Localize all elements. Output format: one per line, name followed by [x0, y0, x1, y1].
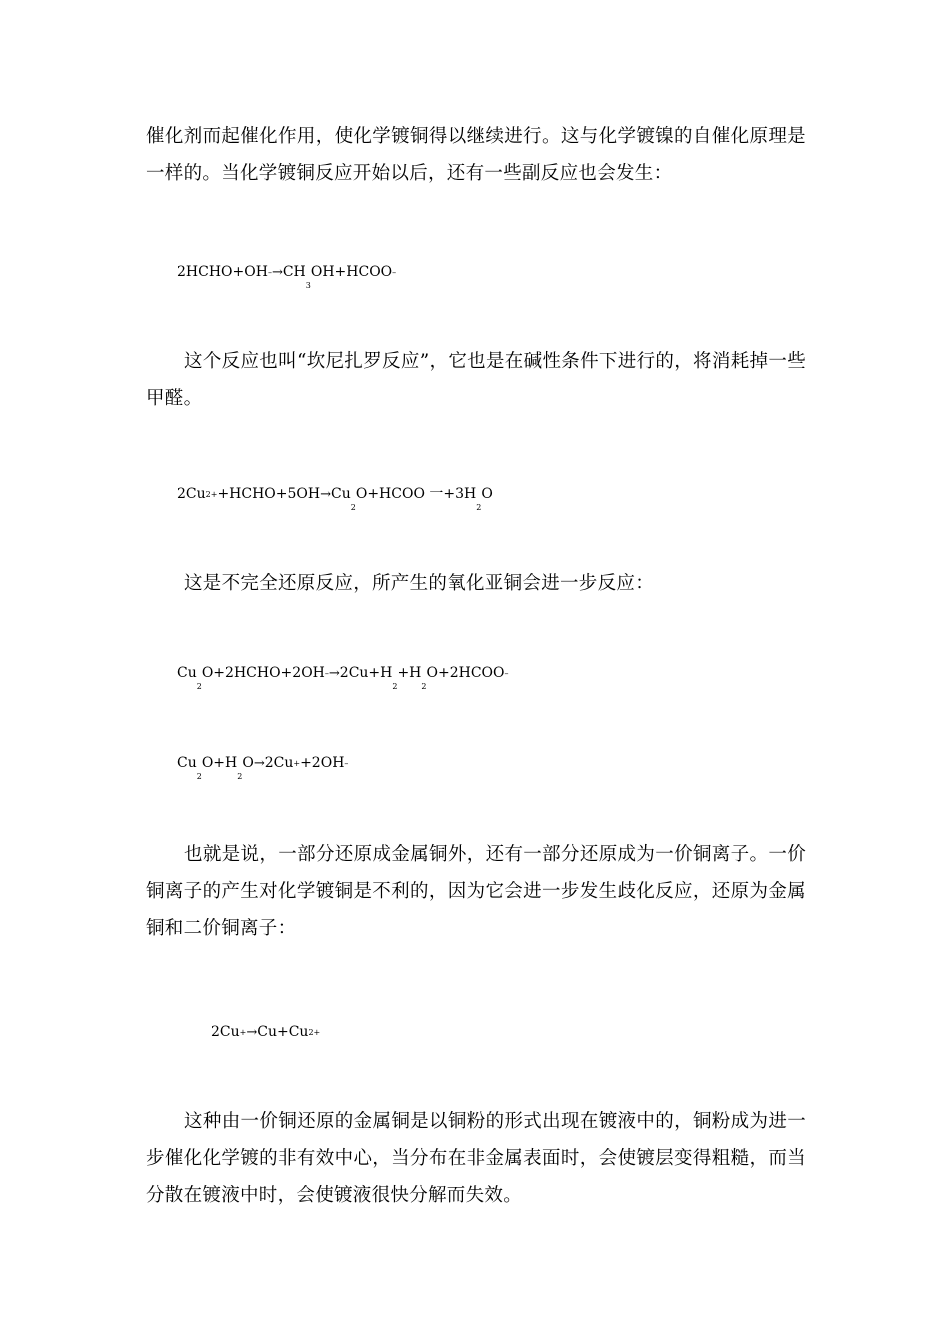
equation-disproportionation: 2Cu+→Cu+Cu2+	[211, 1024, 321, 1040]
reaction-arrow-icon: →	[320, 487, 332, 502]
paragraph-1: 催化剂而起催化作用，使化学镀铜得以继续进行。这与化学镀镍的自催化原理是一样的。当化学镀铜反应开始以后，还有一些副反应也会发生：	[146, 126, 806, 184]
equation-incomplete-reduction: $2Cu2++HCHO+5OH\to Cu_2O+HCOO$ 一$+3H_2O$	[177, 486, 493, 512]
equation-cuprous-oxide-2: $Cu_2O+H_2O\to 2Cu++2OH-$	[177, 755, 349, 781]
equation-cuprous-oxide-1: $Cu_2O+2HCHO+2OH-\to 2Cu+H_2+H_2O+2HCOO-$	[177, 665, 509, 691]
paragraph-3: 这是不完全还原反应，所产生的氧化亚铜会进一步反应：	[184, 573, 655, 594]
reaction-arrow-icon: →	[246, 1025, 258, 1040]
paragraph-4: 也就是说，一部分还原成金属铜外，还有一部分还原成为一价铜离子。一价铜离子的产生对化学镀铜是不利的，因为它会进一步发生歧化反应，还原为金属铜和二价铜离子：	[146, 844, 806, 939]
equation-cannizzaro: $2HCHO+OH-\to CH_3OH+HCOO-$	[177, 264, 397, 290]
paragraph-5: 这种由一价铜还原的金属铜是以铜粉的形式出现在镀液中的，铜粉成为进一步催化化学镀的非有效中心，当分布在非金属表面时，会使镀层变得粗糙，而当分散在镀液中时，会使镀液很快分解而失效。	[146, 1111, 806, 1206]
reaction-arrow-icon: →	[328, 666, 340, 681]
reaction-arrow-icon: →	[271, 265, 283, 280]
reaction-arrow-icon: →	[253, 756, 265, 771]
paragraph-2: 这个反应也叫“坎尼扎罗反应”，它也是在碱性条件下进行的，将消耗掉一些甲醛。	[146, 351, 806, 409]
